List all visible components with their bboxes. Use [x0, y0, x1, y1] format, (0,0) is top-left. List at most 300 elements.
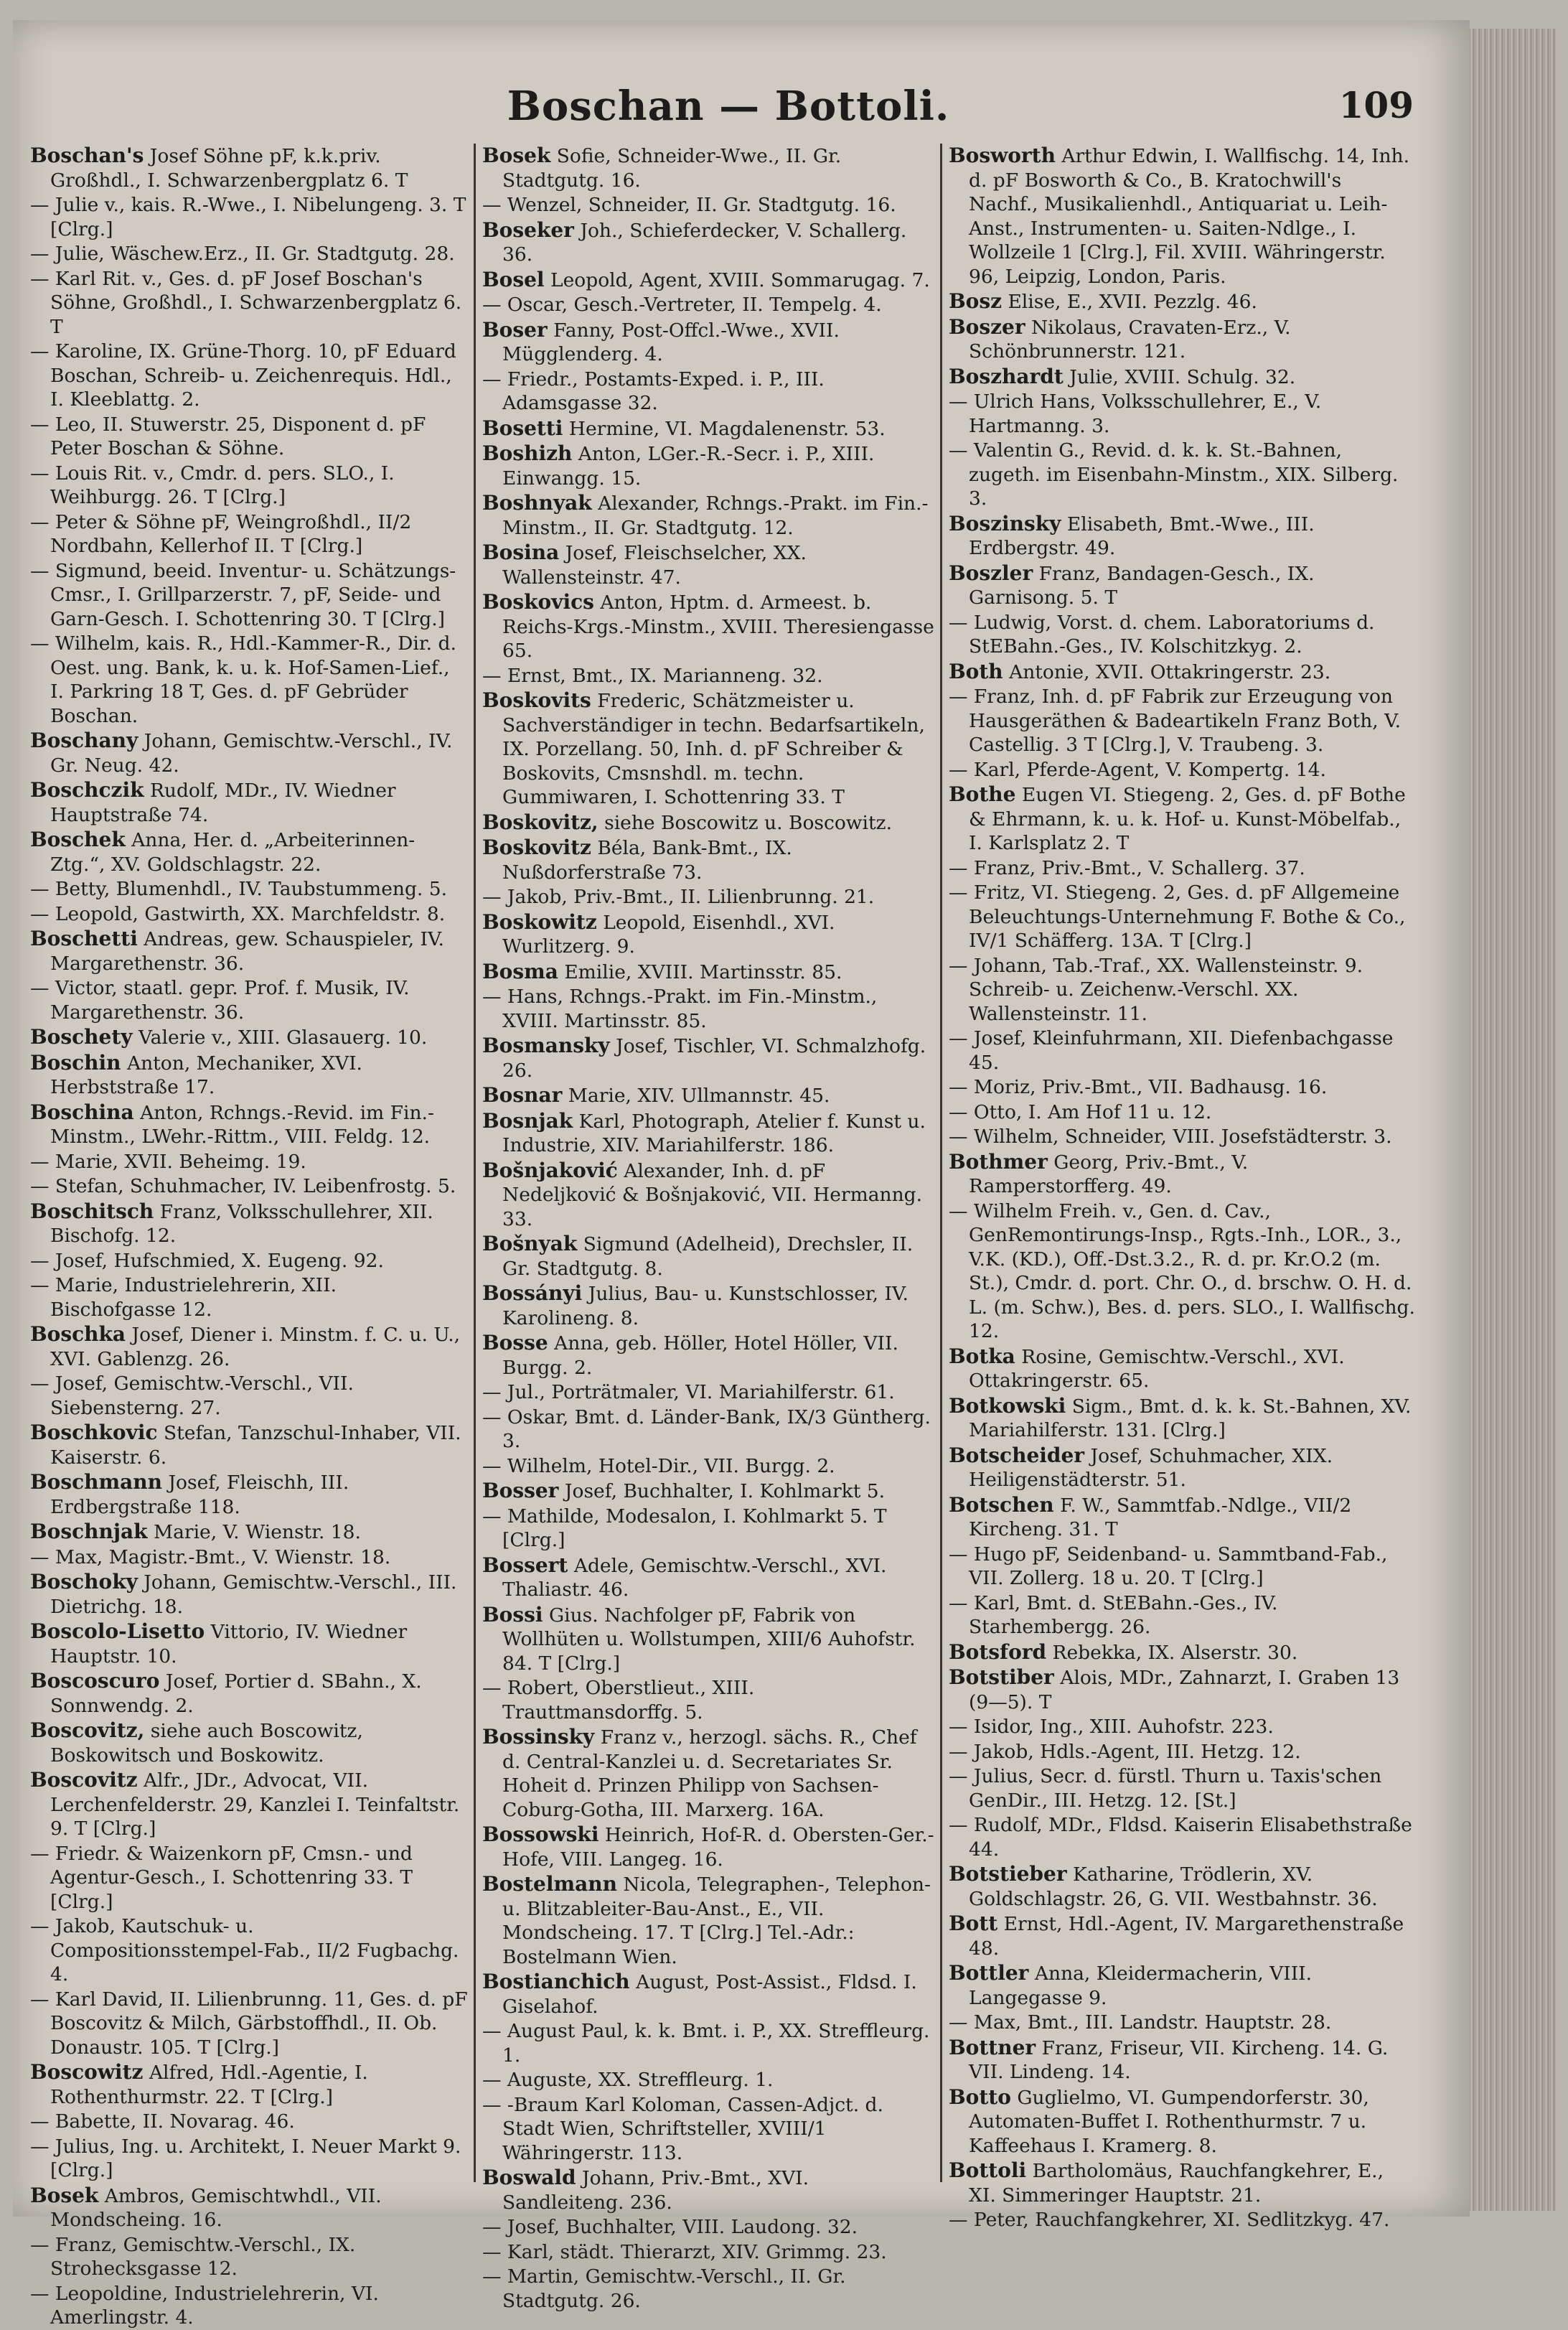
directory-entry	[949, 1026, 1417, 1075]
entry-details: — August Paul, k. k. Bmt. i. P., XX. Streffleurg. 1.	[482, 2020, 930, 2067]
directory-entry	[30, 1470, 468, 1519]
directory-entry	[949, 1075, 1417, 1100]
entry-surname: Bosek	[30, 2183, 99, 2207]
directory-entry	[30, 1051, 468, 1100]
page-edge-stack	[1470, 29, 1556, 2211]
directory-entry	[949, 1344, 1417, 1393]
directory-entry	[482, 268, 934, 293]
entry-details: — Karl Rit. v., Ges. d. pF Josef Boschan's Söhne, Großhdl., I. Schwarzenbergplatz 6. T	[30, 267, 462, 338]
directory-entry	[482, 1454, 934, 1479]
directory-entry	[30, 2135, 468, 2183]
entry-details: — Babette, II. Novarag. 46.	[30, 2110, 295, 2133]
entry-details: — Stefan, Schuhmacher, IV. Leibenfrostg. 5.	[30, 1175, 456, 1197]
entry-details: — Jakob, Priv.-Bmt., II. Lilienbrunng. 21.	[482, 886, 875, 908]
entry-surname: Bosser	[482, 1479, 559, 1502]
directory-entry	[949, 1961, 1417, 2010]
entry-details: — Ulrich Hans, Volksschullehrer, E., V. Hartmanng. 3.	[949, 390, 1322, 437]
entry-details: — Isidor, Ing., XIII. Auhofstr. 223.	[949, 1716, 1274, 1738]
directory-entry	[30, 2110, 468, 2134]
entry-details: Alfr., JDr., Advocat, VII. Lerchenfelderstr. 29, Kanzlei I. Teinfaltstr. 9. T [Clrg.]	[50, 1769, 460, 1840]
entry-details: Fanny, Post-Offcl.-Wwe., XVII. Mügglenderg. 4.	[502, 319, 840, 365]
entry-details: Rebekka, IX. Alserstr. 30.	[1052, 1641, 1298, 1664]
directory-entry	[949, 954, 1417, 1026]
entry-details: — Marie, Industrielehrerin, XII. Bischofgasse 12.	[30, 1274, 337, 1321]
directory-entry	[949, 1125, 1417, 1149]
directory-entry	[482, 810, 934, 836]
entry-surname: Boschmann	[30, 1470, 162, 1494]
entry-surname: Both	[949, 659, 1003, 683]
entry-surname: Boskovitz,	[482, 810, 598, 834]
directory-entry	[482, 960, 934, 985]
entry-details: — Josef, Kleinfuhrmann, XII. Diefenbachgasse 45.	[949, 1027, 1394, 1074]
directory-entry	[949, 2011, 1417, 2035]
directory-entry	[949, 856, 1417, 881]
entry-details: — Franz, Inh. d. pF Fabrik zur Erzeugung von Hausgeräthen & Badeartikeln Franz Both, V. Castellig. 3 T [Clrg.], V. Traubeng. 3.	[949, 686, 1402, 756]
directory-entry	[949, 1813, 1417, 1861]
entry-details: — Ludwig, Vorst. d. chem. Laboratoriums d. StEBahn.-Ges., IV. Kolschitzkyg. 2.	[949, 611, 1375, 658]
directory-entry	[949, 2208, 1417, 2232]
entry-details: — Karl David, II. Lilienbrunng. 11, Ges. d. pF Boscovitz & Milch, Gärbstoffhdl., II. Ob. Donaustr. 105. T [Clrg.]	[30, 1988, 468, 2059]
entry-details: August, Post-Assist., Fldsd. I. Giselahof.	[502, 1971, 917, 2018]
entry-details: — Marie, XVII. Beheimg. 19.	[30, 1150, 306, 1173]
directory-entry	[949, 881, 1417, 953]
entry-surname: Boschitsch	[30, 1199, 154, 1223]
entry-details: — Wilhelm, kais. R., Hdl.-Kammer-R., Dir. d. Oest. ung. Bank, k. u. k. Hof-Samen-Lief., I. Parkring 18 T, Ges. d. pF Gebrüder Boschan.	[30, 632, 456, 727]
directory-entry	[30, 462, 468, 510]
directory-entry	[30, 144, 468, 192]
directory-entry	[30, 927, 468, 975]
entry-details: — Julius, Ing. u. Architekt, I. Neuer Markt 9. [Clrg.]	[30, 2135, 461, 2181]
directory-entry	[30, 976, 468, 1024]
entry-surname: Boscolo-Lisetto	[30, 1619, 205, 1643]
running-head: Boschan — Bottoli.	[507, 83, 950, 130]
page-number: 109	[1338, 84, 1414, 126]
entry-details: — Friedr., Postamts-Exped. i. P., III. Adamsgasse 32.	[482, 368, 825, 414]
entry-details: — Moriz, Priv.-Bmt., VII. Badhausg. 16.	[949, 1076, 1328, 1098]
entry-details: Josef, Fleischselcher, XX. Wallensteinstr. 47.	[502, 542, 807, 589]
entry-surname: Bott	[949, 1912, 998, 1935]
directory-entry	[30, 193, 468, 241]
entry-surname: Boschin	[30, 1050, 121, 1075]
entry-details: Alexander, Rchngs.-Prakt. im Fin.-Minstm., II. Gr. Stadtgutg. 12.	[502, 492, 929, 539]
directory-entry	[949, 561, 1417, 610]
entry-surname: Boschetti	[30, 927, 138, 950]
entry-details: F. W., Sammtfab.-Ndlge., VII/2 Kircheng. 31. T	[969, 1494, 1352, 1540]
entry-details: — Mathilde, Modesalon, I. Kohlmarkt 5. T [Clrg.]	[482, 1505, 887, 1551]
entry-details: — Hans, Rchngs.-Prakt. im Fin.-Minstm., XVIII. Martinsstr. 85.	[482, 986, 878, 1032]
entry-details: Heinrich, Hof-R. d. Obersten-Ger.-Hofe, VIII. Langeg. 16.	[502, 1824, 934, 1871]
directory-entry	[949, 2085, 1417, 2158]
entry-surname: Boschnjak	[30, 1520, 148, 1543]
directory-entry	[30, 729, 468, 777]
entry-details: Anton, LGer.-R.-Secr. i. P., XIII. Einwangg. 15.	[502, 443, 875, 490]
entry-surname: Boskowitz	[482, 909, 597, 934]
entry-surname: Bossowski	[482, 1823, 599, 1846]
entry-details: — Julie, Wäschew.Erz., II. Gr. Stadtgutg. 28.	[30, 243, 455, 265]
directory-entry	[482, 1970, 934, 2018]
entry-surname: Boscoscuro	[30, 1669, 160, 1693]
entry-details: — Leopoldine, Industrielehrerin, VI. Amerlingstr. 4.	[30, 2282, 379, 2329]
directory-entry	[30, 1025, 468, 1050]
directory-entry	[482, 2093, 934, 2166]
entry-surname: Bossert	[482, 1553, 568, 1577]
directory-entry	[30, 778, 468, 827]
column-rule	[474, 144, 476, 2182]
entry-details: Josef, Diener i. Minstm. f. C. u. U., XVI. Gablenzg. 26.	[50, 1324, 461, 1370]
directory-entry	[30, 1988, 468, 2060]
entry-details: Bartholomäus, Rauchfangkehrer, E., XI. Simmeringer Hauptstr. 21.	[969, 2160, 1384, 2207]
directory-entry	[949, 1740, 1417, 1764]
directory-entry	[482, 1676, 934, 1724]
directory-entry	[949, 660, 1417, 685]
entry-surname: Bosnar	[482, 1083, 563, 1107]
directory-entry	[482, 664, 934, 688]
column-rule	[940, 144, 942, 2182]
directory-entry	[482, 293, 934, 317]
entry-details: Franz, Bandagen-Gesch., IX. Garnisong. 5. T	[969, 562, 1315, 609]
entry-details: — Julius, Secr. d. fürstl. Thurn u. Taxis'schen GenDir., III. Hetzg. 12. [St.]	[949, 1765, 1382, 1812]
directory-entry	[30, 2233, 468, 2281]
entry-details: Nicola, Telegraphen-, Telephon- u. Blitzableiter-Bau-Anst., E., VII. Mondscheing. 17. T [Clrg.] Tel.-Adr.: Bostelmann Wien.	[502, 1873, 931, 1968]
entry-details: Rosine, Gemischtw.-Verschl., XVI. Ottakringerstr. 65.	[969, 1345, 1345, 1392]
entry-surname: Bošnjaković	[482, 1158, 618, 1182]
entry-surname: Bottoli	[949, 2158, 1027, 2182]
entry-details: — Jul., Porträtmaler, VI. Mariahilferstr. 61.	[482, 1381, 895, 1403]
entry-details: Julie, XVIII. Schulg. 32.	[1069, 365, 1296, 388]
directory-entry	[482, 1823, 934, 1871]
entry-surname: Bosek	[482, 144, 551, 167]
entry-surname: Boschczik	[30, 778, 144, 802]
entry-surname: Boschoky	[30, 1570, 138, 1594]
entry-details: Joh., Schieferdecker, V. Schallerg. 36.	[502, 219, 907, 266]
directory-entry	[949, 2158, 1417, 2207]
entry-details: Anton, Rchngs.-Revid. im Fin.-Minstm., LWehr.-Rittm., VIII. Feldg. 12.	[50, 1101, 434, 1148]
directory-entry	[482, 910, 934, 959]
entry-surname: Boschkovic	[30, 1421, 158, 1444]
entry-surname: Botkowski	[949, 1393, 1066, 1418]
directory-entry	[30, 340, 468, 412]
directory-entry	[30, 1322, 468, 1371]
directory-entry	[30, 1273, 468, 1321]
entry-surname: Boschina	[30, 1100, 134, 1124]
entry-surname: Boswald	[482, 2166, 576, 2189]
entry-details: — Josef, Gemischtw.-Verschl., VII. Siebensterng. 27.	[30, 1372, 354, 1419]
entry-surname: Botsford	[949, 1639, 1047, 1664]
directory-entry	[482, 885, 934, 909]
entry-surname: Boschety	[30, 1025, 133, 1049]
directory-entry	[482, 985, 934, 1033]
directory-entry	[949, 365, 1417, 390]
entry-surname: Boszer	[949, 314, 1025, 339]
directory-entry	[30, 242, 468, 266]
entry-surname: Bottler	[949, 1961, 1029, 1985]
entry-details: Rudolf, MDr., IV. Wiedner Hauptstraße 74.	[50, 780, 396, 826]
directory-entry	[30, 1842, 468, 1914]
entry-surname: Bosina	[482, 541, 560, 564]
directory-entry	[30, 1545, 468, 1570]
entry-surname: Boscovitz,	[30, 1718, 145, 1742]
directory-entry	[949, 1764, 1417, 1812]
entry-surname: Boskovics	[482, 590, 594, 614]
directory-entry	[482, 590, 934, 663]
entry-details: Georg, Priv.-Bmt., V. Ramperstorfferg. 49.	[969, 1151, 1249, 1197]
directory-entry	[482, 1281, 934, 1330]
entry-details: Béla, Bank-Bmt., IX. Nußdorferstraße 73.	[502, 837, 792, 884]
entry-details: Katharine, Trödlerin, XV. Goldschlagstr. 26, G. VII. Westbahnstr. 36.	[969, 1863, 1378, 1910]
entry-details: — Victor, staatl. gepr. Prof. f. Musik, IV. Margarethenstr. 36.	[30, 977, 410, 1024]
directory-entry	[482, 441, 934, 490]
entry-surname: Bosz	[949, 289, 1003, 313]
directory-entry	[949, 1199, 1417, 1344]
entry-details: — Leo, II. Stuwerstr. 25, Disponent d. pF Peter Boschan & Söhne.	[30, 413, 426, 459]
directory-entry	[30, 1150, 468, 1174]
entry-details: Hermine, VI. Magdalenenstr. 53.	[568, 417, 886, 440]
entry-surname: Botscheider	[949, 1443, 1085, 1467]
entry-details: Adele, Gemischtw.-Verschl., XVI. Thaliastr. 46.	[502, 1554, 887, 1601]
entry-surname: Bosmansky	[482, 1034, 610, 1057]
entry-surname: Bosetti	[482, 416, 563, 440]
directory-entry	[30, 1718, 468, 1767]
directory-entry	[949, 685, 1417, 757]
directory-entry	[949, 1912, 1417, 1960]
entry-details: Elise, E., XVII. Pezzlg. 46.	[1008, 291, 1257, 313]
entry-surname: Bosnjak	[482, 1108, 573, 1133]
directory-entry	[482, 1034, 934, 1082]
directory-entry	[30, 1421, 468, 1469]
directory-entry	[30, 1768, 468, 1841]
entry-surname: Bothe	[949, 782, 1016, 806]
directory-entry	[482, 2240, 934, 2265]
directory-entry	[949, 1100, 1417, 1125]
entry-surname: Botstiber	[949, 1665, 1054, 1689]
entry-surname: Bosworth	[949, 144, 1056, 167]
directory-entry	[30, 1249, 468, 1273]
entry-details: — Hugo pF, Seidenband- u. Sammtband-Fab., VII. Zollerg. 18 u. 20. T [Clrg.]	[949, 1543, 1388, 1589]
directory-entry	[949, 390, 1417, 438]
entry-details: Stefan, Tanzschul-Inhaber, VII. Kaiserstr. 6.	[50, 1422, 461, 1469]
directory-entry	[949, 1444, 1417, 1492]
directory-entry	[30, 632, 468, 728]
directory-entry	[30, 267, 468, 340]
entry-details: Leopold, Agent, XVIII. Sommarugag. 7.	[550, 268, 930, 291]
entry-details: — Jakob, Hdls.-Agent, III. Hetzg. 12.	[949, 1740, 1301, 1763]
directory-entry	[30, 1199, 468, 1248]
entry-surname: Botstieber	[949, 1862, 1067, 1886]
directory-entry	[30, 2282, 468, 2330]
directory-entry	[30, 413, 468, 461]
directory-entry	[482, 193, 934, 217]
entry-surname: Bosma	[482, 959, 558, 983]
directory-entry	[482, 688, 934, 810]
directory-entry	[949, 1640, 1417, 1665]
directory-entry	[30, 877, 468, 902]
directory-entry	[482, 1232, 934, 1281]
entry-details: — Wilhelm, Hotel-Dir., VII. Burgg. 2.	[482, 1454, 835, 1477]
entry-surname: Bošnyak	[482, 1232, 578, 1255]
entry-details: — Wilhelm, Schneider, VIII. Josefstädterstr. 3.	[949, 1126, 1392, 1148]
entry-details: — Karl, städt. Thierarzt, XIV. Grimmg. 23.	[482, 2240, 887, 2263]
entry-details: Nikolaus, Cravaten-Erz., V. Schönbrunnerstr. 121.	[969, 316, 1291, 362]
directory-entry	[482, 2215, 934, 2240]
directory-entry	[30, 1914, 468, 1987]
directory-entry	[482, 1505, 934, 1553]
directory-entry	[482, 1405, 934, 1454]
directory-entry	[949, 1543, 1417, 1591]
entry-details: — -Braum Karl Koloman, Cassen-Adjct. d. Stadt Wien, Schriftsteller, XVIII/1 Währingerstr. 113.	[482, 2093, 883, 2164]
entry-details: — Franz, Priv.-Bmt., V. Schallerg. 37.	[949, 856, 1305, 879]
entry-surname: Boszler	[949, 561, 1033, 585]
entry-details: — Oskar, Bmt. d. Länder-Bank, IX/3 Güntherg. 3.	[482, 1405, 931, 1452]
entry-surname: Bossányi	[482, 1281, 583, 1305]
entry-details: — Valentin G., Revid. d. k. k. St.-Bahnen, zugeth. im Eisenbahn-Minstm., XIX. Silberg. 3.	[949, 439, 1399, 510]
directory-entry	[482, 2166, 934, 2214]
entry-details: Emilie, XVIII. Martinsstr. 85.	[564, 960, 842, 983]
entry-details: Frederic, Schätzmeister u. Sachverständiger in techn. Bedarfsartikeln, IX. Porzellang. 50, Inh. d. pF Schreiber & Boskovits, Cmsnshdl. m. techn. Gummiwaren, I. Schottenring 33. T	[502, 690, 925, 808]
entry-surname: Bostianchich	[482, 1970, 630, 1993]
entry-details: Josef, Fleischh, III. Erdbergstraße 118.	[50, 1472, 349, 1518]
directory-entry	[482, 1109, 934, 1158]
entry-details: siehe auch Boscowitz, Boskowitsch und Boskowitz.	[50, 1720, 363, 1767]
directory-entry	[949, 758, 1417, 782]
directory-entry	[949, 782, 1417, 856]
entry-surname: Boschany	[30, 729, 139, 752]
directory-entry	[30, 902, 468, 927]
entry-details: — Karoline, IX. Grüne-Thorg. 10, pF Eduard Boschan, Schreib- u. Zeichenrequis. Hdl., I. Kleeblattg. 2.	[30, 340, 456, 411]
directory-entry	[949, 1665, 1417, 1714]
entry-details: Anton, Mechaniker, XVI. Herbststraße 17.	[50, 1052, 362, 1098]
entry-details: Sigmund (Adelheid), Drechsler, II. Gr. Stadtgutg. 8.	[502, 1233, 914, 1280]
entry-details: — Josef, Hufschmied, X. Eugeng. 92.	[30, 1249, 384, 1272]
entry-details: Antonie, XVII. Ottakringerstr. 23.	[1009, 660, 1331, 683]
entry-details: Leopold, Eisenhdl., XVI. Wurlitzerg. 9.	[502, 911, 835, 958]
entry-details: Alois, MDr., Zahnarzt, I. Graben 13 (9—5). T	[969, 1667, 1400, 1713]
directory-entry	[482, 2068, 934, 2092]
entry-details: Alfred, Hdl.-Agentie, I. Rothenthurmstr. 22. T [Clrg.]	[50, 2062, 368, 2108]
entry-surname: Boscovitz	[30, 1768, 138, 1792]
directory-entry	[30, 1570, 468, 1619]
directory-entry	[482, 368, 934, 416]
directory-entry	[30, 559, 468, 632]
directory-entry	[482, 1479, 934, 1504]
entry-details: — Wilhelm Freih. v., Gen. d. Cav., GenRemontirungs-Insp., Rgts.-Inh., LOR., 3., V.K. (KD.), Off.-Dst.3.2., R. d. pr. Kr.O.2 (m. St.), Cmdr. d. port. Chr. O., d. brschw. O. H. d. L. (m. Schw.), Bes. d. pers. SLO., I. Wallfischg. 12.	[949, 1199, 1415, 1342]
entry-details: Eugen VI. Stiegeng. 2, Ges. d. pF Bothe & Ehrmann, k. u. k. Hof- u. Kunst-Möbelfab., I. Karlsplatz 2. T	[969, 784, 1406, 854]
directory-entry	[482, 2265, 934, 2313]
directory-entry	[30, 2184, 468, 2232]
entry-details: Johann, Gemischtw.-Verschl., IV. Gr. Neug. 42.	[50, 730, 453, 777]
entry-surname: Boschan's	[30, 144, 144, 167]
directory-entry	[30, 1174, 468, 1199]
directory-entry	[949, 439, 1417, 511]
directory-entry	[482, 2019, 934, 2067]
entry-details: — Franz, Gemischtw.-Verschl., IX. Strohecksgasse 12.	[30, 2233, 356, 2280]
entry-details: Anna, geb. Höller, Hotel Höller, VII. Burgg. 2.	[502, 1332, 898, 1379]
directory-entry	[949, 1150, 1417, 1199]
entry-details: Anna, Kleidermacherin, VIII. Langegasse 9.	[969, 1962, 1313, 2009]
directory-entry	[30, 1100, 468, 1149]
entry-details: Anton, Hptm. d. Armeest. b. Reichs-Krgs.-Minstm., XVIII. Theresiengasse 65.	[502, 591, 934, 662]
entry-surname: Botschen	[949, 1492, 1054, 1517]
column-3	[949, 144, 1417, 2231]
directory-entry	[949, 1715, 1417, 1739]
entry-details: Anna, Her. d. „Arbeiterinnen-Ztg.“, XV. Goldschlagstr. 22.	[50, 829, 416, 876]
entry-details: Andreas, gew. Schauspieler, IV. Margarethenstr. 36.	[50, 928, 444, 975]
entry-details: Arthur Edwin, I. Wallfischg. 14, Inh. d. pF Bosworth & Co., B. Kratochwill's Nachf., Musikalienhdl., Antiquariat u. Leih-Anst., Instrumenten- u. Saiten-Ndlge., I. Wollzeile 1 [Clrg.], Fil. XVIII. Währingerstr. 96, Leipzig, London, Paris.	[969, 145, 1410, 288]
entry-details: Marie, V. Wienstr. 18.	[153, 1521, 361, 1543]
entry-details: — Ernst, Bmt., IX. Marianneng. 32.	[482, 664, 823, 687]
entry-details: — Auguste, XX. Streffleurg. 1.	[482, 2069, 774, 2091]
entry-details: — Louis Rit. v., Cmdr. d. pers. SLO., I. Weihburgg. 26. T [Clrg.]	[30, 462, 395, 508]
directory-entry	[30, 1669, 468, 1718]
entry-details: Josef Söhne pF, k.k.priv. Großhdl., I. Schwarzenbergplatz 6. T	[50, 145, 408, 192]
directory-entry	[949, 1862, 1417, 1911]
entry-details: — Fritz, VI. Stiegeng. 2, Ges. d. pF Allgemeine Beleuchtungs-Unternehmung F. Bothe & Co., IV/1 Schäfferg. 13A. T [Clrg.]	[949, 881, 1406, 952]
entry-surname: Boschek	[30, 828, 126, 851]
directory-entry	[949, 1394, 1417, 1443]
entry-details: — Friedr. & Waizenkorn pF, Cmsn.- und Agentur-Gesch., I. Schottenring 33. T [Clrg.]	[30, 1842, 413, 1913]
entry-details: Franz, Friseur, VII. Kircheng. 14. G. VII. Lindeng. 14.	[969, 2036, 1389, 2083]
entry-details: Johann, Gemischtw.-Verschl., III. Dietrichg. 18.	[50, 1571, 457, 1618]
entry-details: — Max, Magistr.-Bmt., V. Wienstr. 18.	[30, 1545, 391, 1568]
entry-details: — Otto, I. Am Hof 11 u. 12.	[949, 1100, 1212, 1123]
entry-details: Johann, Priv.-Bmt., XVI. Sandleiteng. 236.	[502, 2167, 809, 2214]
entry-details: — Max, Bmt., III. Landstr. Hauptstr. 28.	[949, 2011, 1332, 2034]
entry-surname: Boschka	[30, 1322, 126, 1346]
entry-surname: Boskovitz	[482, 836, 591, 859]
entry-details: — Karl, Bmt. d. StEBahn.-Ges., IV. Starhembergg. 26.	[949, 1591, 1278, 1638]
entry-details: — Karl, Pferde-Agent, V. Kompertg. 14.	[949, 758, 1326, 781]
entry-details: Julius, Bau- u. Kunstschlosser, IV. Karolineng. 8.	[502, 1283, 909, 1329]
directory-entry	[30, 2060, 468, 2109]
directory-entry	[30, 1619, 468, 1668]
entry-details: Ambros, Gemischtwhdl., VII. Mondscheing. 16.	[50, 2184, 382, 2231]
directory-entry	[949, 2036, 1417, 2085]
directory-entry	[482, 541, 934, 589]
entry-surname: Bosel	[482, 267, 545, 291]
column-2	[482, 144, 934, 2312]
entry-details: — Rudolf, MDr., Fldsd. Kaiserin Elisabethstraße 44.	[949, 1814, 1412, 1861]
entry-details: Elisabeth, Bmt.-Wwe., III. Erdbergstr. 49.	[969, 513, 1315, 559]
entry-details: — Julie v., kais. R.-Wwe., I. Nibelungeng. 3. T [Clrg.]	[30, 194, 466, 240]
entry-surname: Bossi	[482, 1602, 543, 1627]
entry-details: Josef, Buchhalter, I. Kohlmarkt 5.	[564, 1480, 886, 1502]
directory-entry	[949, 512, 1417, 561]
entry-surname: Bostelmann	[482, 1872, 617, 1896]
directory-entry	[482, 1553, 934, 1602]
entry-details: — Jakob, Kautschuk- u. Compositionsstempel-Fab., II/2 Fugbachg. 4.	[30, 1915, 459, 1985]
entry-details: — Robert, Oberstlieut., XIII. Trauttmansdorffg. 5.	[482, 1677, 755, 1723]
directory-entry	[949, 144, 1417, 289]
directory-entry	[482, 491, 934, 540]
entry-details: Josef, Tischler, VI. Schmalzhofg. 26.	[502, 1035, 926, 1082]
directory-entry	[30, 510, 468, 558]
entry-details: — Martin, Gemischtw.-Verschl., II. Gr. Stadtgutg. 26.	[482, 2265, 846, 2312]
directory-entry	[482, 1725, 934, 1822]
entry-surname: Boscowitz	[30, 2060, 144, 2084]
entry-details: — Betty, Blumenhdl., IV. Taubstummeng. 5.	[30, 878, 448, 900]
column-1	[30, 144, 468, 2329]
directory-entry	[482, 218, 934, 267]
entry-details: Josef, Portier d. SBahn., X. Sonnwendg. 2.	[50, 1670, 422, 1717]
entry-details: Ernst, Hdl.-Agent, IV. Margarethenstraße 48.	[969, 1913, 1404, 1960]
directory-entry	[482, 1872, 934, 1969]
entry-details: — Wenzel, Schneider, II. Gr. Stadtgutg. 16.	[482, 194, 896, 216]
entry-surname: Botto	[949, 2085, 1011, 2109]
entry-surname: Bosse	[482, 1331, 548, 1355]
directory-entry	[949, 1493, 1417, 1542]
entry-surname: Boshnyak	[482, 491, 592, 515]
entry-details: — Leopold, Gastwirth, XX. Marchfeldstr. 8.	[30, 902, 446, 925]
entry-details: — Oscar, Gesch.-Vertreter, II. Tempelg. 4.	[482, 294, 882, 316]
